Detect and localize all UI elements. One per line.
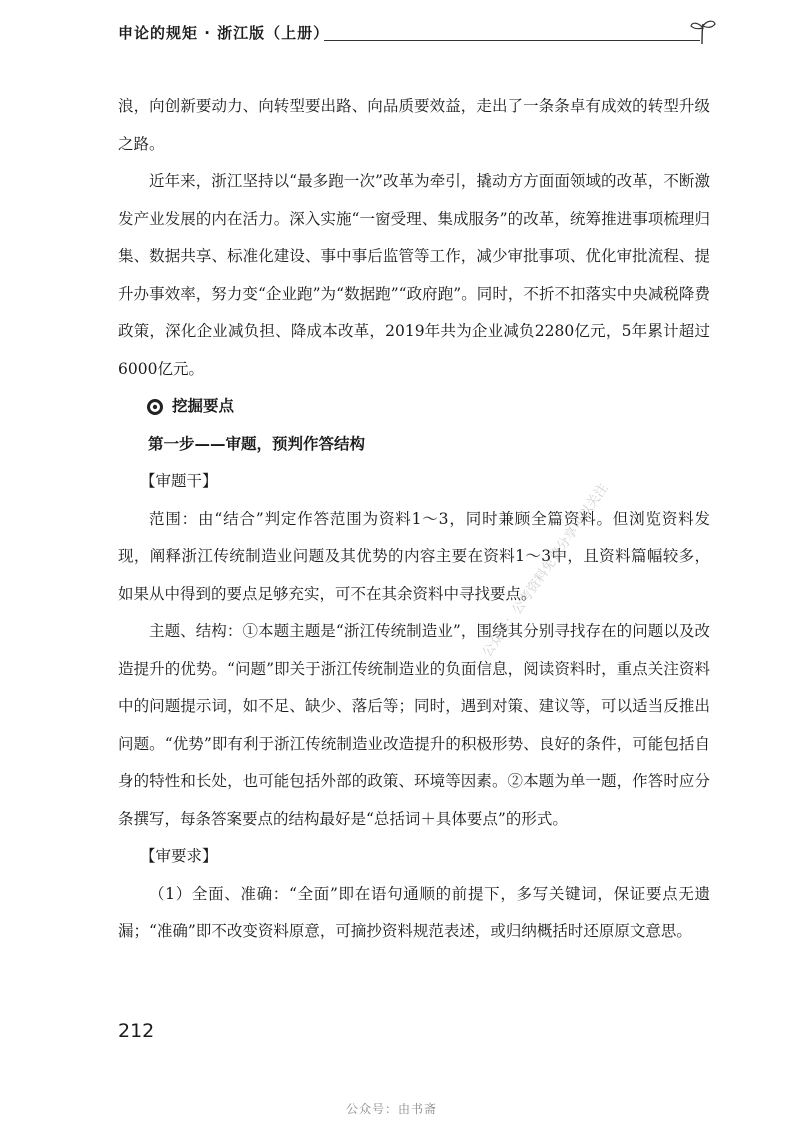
step-heading: 第一步——审题，预判作答结构 [148,434,366,453]
running-header [118,20,718,50]
footer-stamp: 公众号：由书斋 [346,1102,438,1116]
target-icon [146,398,164,416]
paragraph-4: 主题、结构：①本题主题是“浙江传统制造业”，围绕其分别寻找存在的问题以及改造提升的优势。“问题”即关于浙江传统制造业的负面信息，阅读资料时，重点关注资料中的问题提示词，如不足、缺少、落后等；同时，遇到对策、建议等，可以适当反推出问题。“优势”即有利于浙江传统制造业改造提升的积极形势、良好的条件，可能包括自身的特性和长处，也可能包括外部的政策、环境等因素。②本题为单一题，作答时应分条撰写，每条答案要点的结构最好是“总括词＋具体要点”的形式。 [118,622,710,828]
shenyaoqiu-heading: 【审要求】 [140,847,218,865]
section-heading [118,388,710,426]
paragraph-2: 近年来，浙江坚持以“最多跑一次”改革为牵引，撬动方方面面领域的改革，不断激发产业发展的内在活力。深入实施“一窗受理、集成服务”的改革，统筹推进事项梳理归集、数据共享、标准化建设、事中事后监管等工作，减少审批事项、优化审批流程、提升办事效率，努力变“企业跑”为“数据跑”“政府跑”。同时，不折不扣落实中央减税降费政策，深化企业减负担、降成本改革，2019年共为企业减负2280亿元，5年累计超过6000亿元。 [118,172,710,378]
shengti-heading: 【审题干】 [140,472,218,490]
section-heading-text: 挖掘要点 [172,397,235,415]
header-rule [324,40,700,41]
header-title: 申论的规矩 · 浙江版（上册） [118,24,330,42]
sprout-icon [688,18,718,46]
paragraph-1: 浪，向创新要动力、向转型要出路、向品质要效益，走出了一条条卓有成效的转型升级之路。 [118,97,710,153]
watermark: 公众号：公考资料免费分享可以关注 [479,481,612,661]
page-number: 212 [118,1020,155,1042]
paragraph-3: 范围：由“结合”判定作答范围为资料1～3，同时兼顾全篇资料。但浏览资料发现，阐释浙江传统制造业问题及其优势的内容主要在资料1～3中，且资料篇幅较多，如果从中得到的要点足够充实，可不在其余资料中寻找要点。 [118,509,710,603]
body-text [118,88,710,951]
paragraph-5: （1）全面、准确：“全面”即在语句通顺的前提下，多写关键词，保证要点无遗漏；“准确”即不改变资料原意，可摘抄资料规范表述，或归纳概括时还原原文意思。 [118,884,710,940]
